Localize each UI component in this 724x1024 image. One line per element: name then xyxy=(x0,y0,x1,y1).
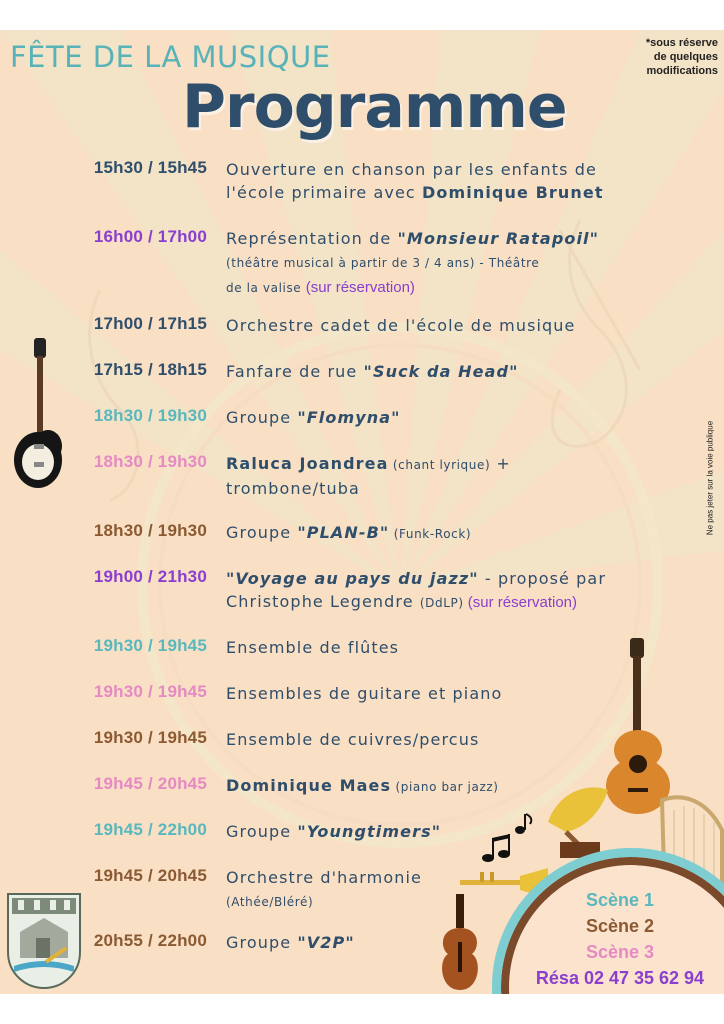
time-slot: 15h30 / 15h45 xyxy=(93,158,207,177)
time-slot: 18h30 / 19h30 xyxy=(93,452,207,471)
reservation-phone: Résa 02 47 35 62 94 xyxy=(535,968,705,988)
time-slot: 19h30 / 19h45 xyxy=(93,636,207,655)
time-slot: 18h30 / 19h30 xyxy=(93,521,207,540)
event-description: Groupe "Flomyna" xyxy=(226,408,401,427)
time-slot: 17h00 / 17h15 xyxy=(93,314,207,333)
scene-legend xyxy=(520,887,720,991)
event-description: Orchestre d'harmonie (Athée/Bléré) xyxy=(226,868,422,909)
time-slot: 18h30 / 19h30 xyxy=(93,406,207,425)
music-note-icon xyxy=(480,810,540,870)
poster xyxy=(0,30,724,994)
time-slot: 19h00 / 21h30 xyxy=(93,567,207,586)
time-slot: 19h45 / 20h45 xyxy=(93,774,207,793)
event-description: Ensembles de guitare et piano xyxy=(226,684,503,703)
scene-3-label: Scène 3 xyxy=(585,942,655,962)
event-description: Fanfare de rue "Suck da Head" xyxy=(226,362,519,381)
event-description: Ouverture en chanson par les enfants de l'école primaire avec Dominique Brunet xyxy=(226,160,604,202)
time-slot: 19h30 / 19h45 xyxy=(93,728,207,747)
reservation-note: (sur réservation) xyxy=(463,594,578,611)
violin-icon xyxy=(430,894,490,994)
side-note: Ne pas jeter sur la voie publique xyxy=(705,420,715,536)
time-slot: 19h30 / 19h45 xyxy=(93,682,207,701)
event-description: Groupe "PLAN-B" (Funk-Rock) xyxy=(226,523,472,542)
event-description: "Voyage au pays du jazz" - proposé par Christophe Legendre (DdLP) (sur réservation) xyxy=(226,569,607,611)
event-description: Orchestre cadet de l'école de musique xyxy=(226,316,576,335)
event-description: Ensemble de cuivres/percus xyxy=(226,730,480,749)
electric-guitar-icon xyxy=(10,338,70,498)
program-title: Programme xyxy=(182,72,567,142)
event-description: Ensemble de flûtes xyxy=(226,638,400,657)
time-slot: 16h00 / 17h00 xyxy=(93,227,207,246)
event-description: Dominique Maes (piano bar jazz) xyxy=(226,776,499,795)
scene-2-label: Scène 2 xyxy=(585,916,655,936)
scene-1-label: Scène 1 xyxy=(585,890,655,910)
event-description: Groupe "V2P" xyxy=(226,933,355,952)
event-description: Groupe "Youngtimers" xyxy=(226,822,442,841)
event-description: Représentation de "Monsieur Ratapoil" (théâtre musical à partir de 3 / 4 ans) - Théâtre de la valise (sur réservation) xyxy=(226,229,600,296)
event-title: FÊTE DE LA MUSIQUE xyxy=(10,40,331,74)
town-crest-icon xyxy=(6,892,82,990)
time-slot: 19h45 / 22h00 xyxy=(93,820,207,839)
time-slot: 17h15 / 18h15 xyxy=(93,360,207,379)
reserve-note: *sous réserve de quelques modifications xyxy=(645,37,718,77)
time-slot: 19h45 / 20h45 xyxy=(93,866,207,885)
event-description: Raluca Joandrea (chant lyrique) + trombone/tuba xyxy=(226,454,511,498)
reservation-note: (sur réservation) xyxy=(305,279,415,296)
time-slot: 20h55 / 22h00 xyxy=(93,931,207,950)
